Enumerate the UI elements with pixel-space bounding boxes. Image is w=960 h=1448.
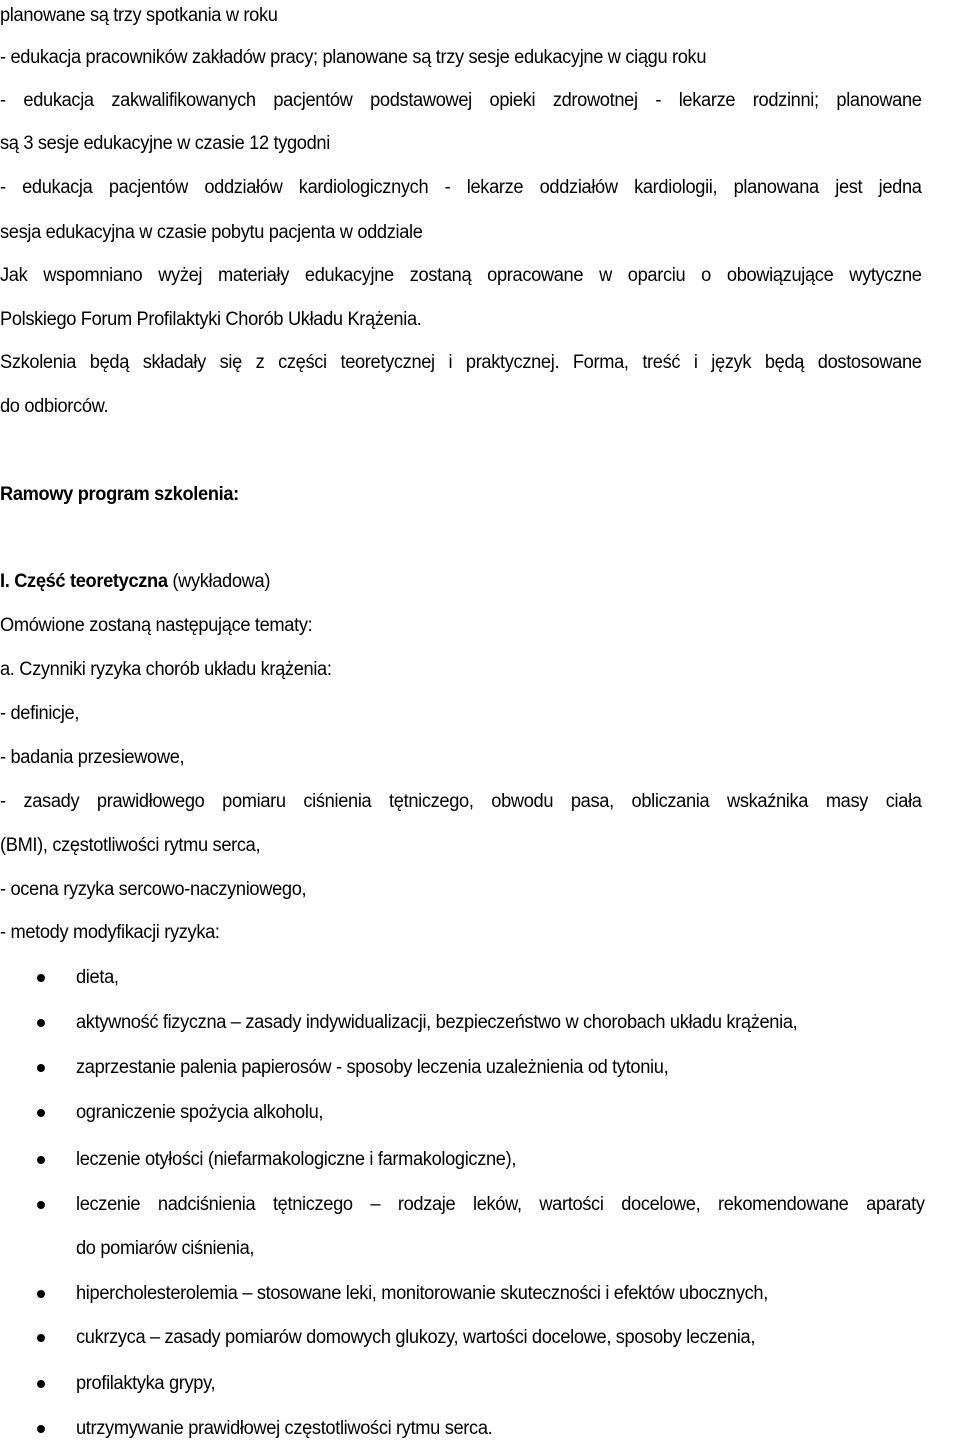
list-item: - badania przesiewowe, (0, 747, 185, 768)
bullet-list-item (0, 1326, 960, 1350)
bullet-icon (37, 1334, 45, 1342)
part-heading-title: I. Część teoretyczna (0, 571, 168, 592)
bullet-text: hipercholesterolemia – stosowane leki, monitorowanie skuteczności i efektów ubocznych, (76, 1283, 768, 1304)
part-heading (0, 570, 922, 594)
bullet-icon (37, 1380, 45, 1388)
bullet-list-item (0, 966, 960, 990)
list-item: - edukacja pracowników zakładów pracy; planowane są trzy sesje edukacyjne w ciągu roku (0, 47, 707, 68)
bullet-text: ograniczenie spożycia alkoholu, (76, 1102, 324, 1123)
paragraph-line: Polskiego Forum Profilaktyki Chorób Układu Krążenia. (0, 309, 422, 330)
bullet-text: leczenie otyłości (niefarmakologiczne i farmakologiczne), (76, 1149, 517, 1170)
bullet-text: profilaktyka grypy, (76, 1373, 216, 1394)
paragraph-line: do odbiorców. (0, 396, 109, 417)
list-item: - edukacja zakwalifikowanych pacjentów podstawowej opieki zdrowotnej - lekarze rodzinni; planowane (0, 90, 922, 111)
bullet-text: zaprzestanie palenia papierosów - sposoby leczenia uzależnienia od tytoniu, (76, 1057, 669, 1078)
bullet-icon (37, 974, 45, 982)
list-item: - edukacja pacjentów oddziałów kardiologicznych - lekarze oddziałów kardiologii, planowana jest jedna (0, 177, 922, 198)
bullet-text: dieta, (76, 967, 119, 988)
bullet-icon (37, 1290, 45, 1298)
list-item: - definicje, (0, 703, 80, 724)
bullet-list-item (0, 1282, 960, 1306)
list-item: - metody modyfikacji ryzyka: (0, 922, 220, 943)
bullet-text: cukrzyca – zasady pomiarów domowych glukozy, wartości docelowe, sposoby leczenia, (76, 1327, 756, 1348)
bullet-list-item (0, 1372, 960, 1396)
bullet-icon (37, 1425, 45, 1433)
bullet-icon (37, 1064, 45, 1072)
bullet-list-item (0, 1193, 960, 1217)
bullet-list-item (0, 1417, 960, 1441)
bullet-icon (37, 1156, 45, 1164)
bullet-icon (37, 1019, 45, 1027)
bullet-list-item (0, 1101, 960, 1125)
bullet-list-item (0, 1056, 960, 1080)
part-heading-note: (wykładowa) (167, 571, 271, 592)
bullet-icon (37, 1201, 45, 1209)
topics-intro: Omówione zostaną następujące tematy: (0, 615, 313, 636)
bullet-text-continuation: do pomiarów ciśnienia, (76, 1238, 255, 1259)
bullet-text: leczenie nadciśnienia tętniczego – rodzaje leków, wartości docelowe, rekomendowane aparaty (76, 1194, 925, 1215)
list-item-continuation: (BMI), częstotliwości rytmu serca, (0, 835, 261, 856)
bullet-text: aktywność fizyczna – zasady indywidualizacji, bezpieczeństwo w chorobach układu krążenia, (76, 1012, 798, 1033)
paragraph-line: planowane są trzy spotkania w roku (0, 5, 278, 26)
list-item: - ocena ryzyka sercowo-naczyniowego, (0, 879, 307, 900)
paragraph-line: Jak wspomniano wyżej materiały edukacyjne zostaną opracowane w oparciu o obowiązujące wytyczne (0, 265, 922, 286)
list-item: - zasady prawidłowego pomiaru ciśnienia tętniczego, obwodu pasa, obliczania wskaźnika masy ciała (0, 791, 922, 812)
bullet-list-item (0, 1011, 960, 1035)
paragraph-line: Szkolenia będą składały się z części teoretycznej i praktycznej. Forma, treść i język będą dostosowane (0, 352, 922, 373)
list-item-continuation: sesja edukacyjna w czasie pobytu pacjenta w oddziale (0, 222, 423, 243)
bullet-icon (37, 1109, 45, 1117)
bullet-text: utrzymywanie prawidłowej częstotliwości rytmu serca. (76, 1418, 493, 1439)
bullet-list-item (0, 1148, 960, 1172)
list-item-continuation: są 3 sesje edukacyjne w czasie 12 tygodni (0, 133, 330, 154)
section-heading: Ramowy program szkolenia: (0, 484, 239, 505)
subsection-heading: a. Czynniki ryzyka chorób układu krążenia: (0, 659, 332, 680)
